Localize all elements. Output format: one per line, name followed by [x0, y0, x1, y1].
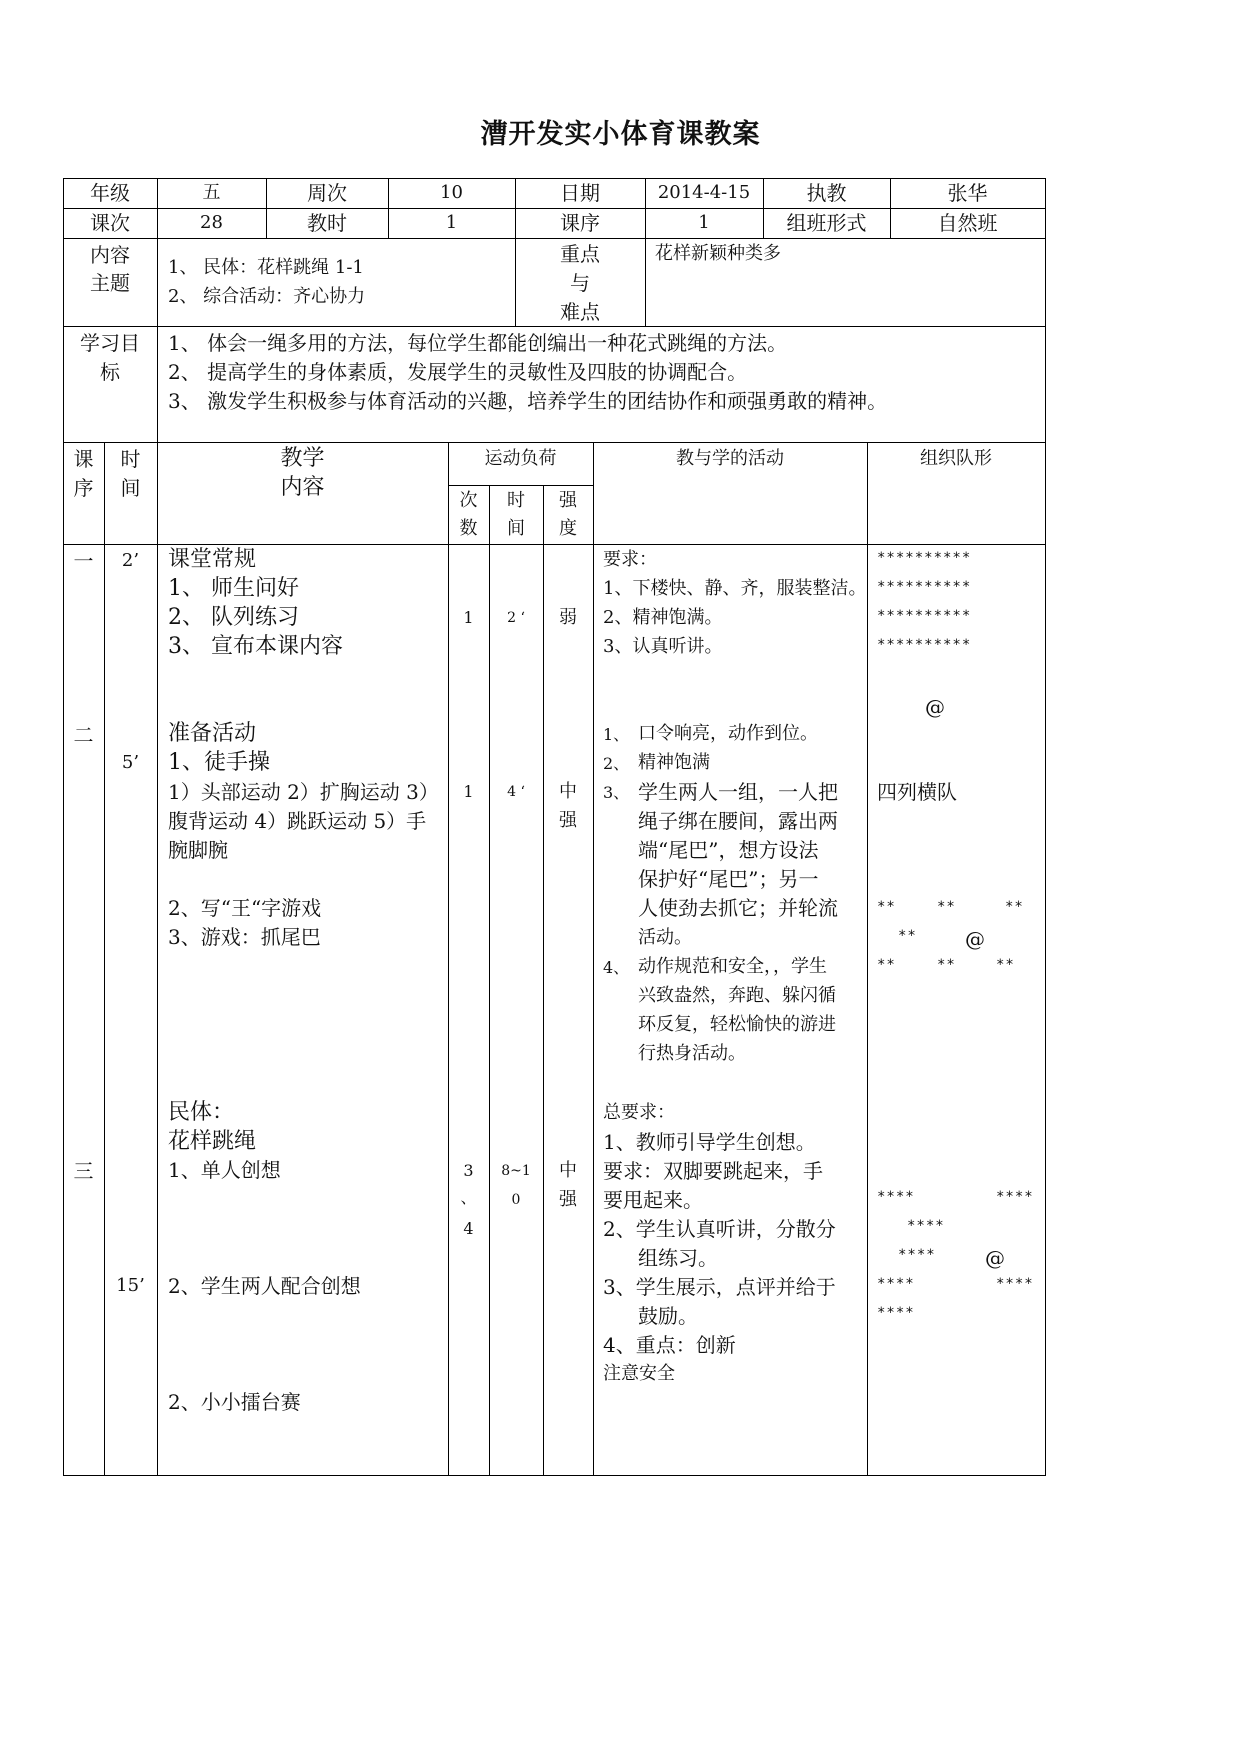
activity-line: 2、学生认真听讲，分散分 — [603, 1217, 836, 1241]
lesson-value: 28 — [200, 212, 223, 233]
period-value: 1 — [445, 212, 458, 233]
content-line: 腕脚腕 — [168, 838, 228, 862]
activity-line: 要求：双脚要跳起来，手 — [603, 1159, 823, 1183]
activity-line: 绳子绑在腰间，露出两 — [638, 809, 838, 833]
section-heading: 准备活动 — [168, 721, 257, 746]
content-line: 2、学生两人配合创想 — [168, 1274, 361, 1298]
key-label: 与 — [570, 271, 590, 295]
activity-number: 3、 — [603, 783, 630, 802]
grade-label: 年级 — [90, 181, 130, 205]
section-order: 二 — [73, 723, 94, 747]
key-label: 难点 — [560, 300, 600, 324]
load-count: 1 — [463, 782, 474, 801]
teacher-position-icon: @ — [925, 695, 945, 719]
activity-line: 兴致盎然，奔跑、躲闪循 — [638, 985, 836, 1006]
order-value: 1 — [698, 212, 710, 233]
formation-mark: **** — [996, 1189, 1034, 1205]
col-content: 教学 — [280, 446, 325, 471]
teacher-value: 张华 — [947, 181, 988, 205]
load-count: 3 — [463, 1161, 474, 1180]
activity-line: 环反复，轻松愉快的游进 — [638, 1014, 836, 1035]
section-order: 一 — [73, 549, 94, 573]
key-label: 重点 — [560, 242, 600, 266]
activity-line: 1、教师引导学生创想。 — [603, 1130, 816, 1154]
goals-label: 学习目 — [80, 331, 140, 355]
load-duration: 2 ‘ — [507, 610, 525, 626]
formation-mark: **** — [877, 1305, 915, 1321]
content-line: 1、 师生问好 — [168, 576, 299, 601]
load-intensity: 中 — [559, 781, 577, 802]
goal-item: 1、 体会一绳多用的方法，每位学生都能创编出一种花式跳绳的方法。 — [168, 331, 788, 355]
activity-line: 3、认真听讲。 — [603, 636, 723, 657]
activity-line: 端“尾巴”，想方设法 — [638, 838, 819, 862]
col-count: 次 — [459, 490, 478, 511]
key-value: 花样新颖种类多 — [655, 243, 781, 264]
col-duration: 间 — [507, 518, 525, 539]
content-line: 花样跳绳 — [168, 1129, 257, 1154]
col-duration: 时 — [507, 490, 525, 511]
content-line: 2、写“王“字游戏 — [168, 896, 322, 920]
activity-number: 1、 — [603, 725, 630, 744]
teacher-position-icon: @ — [965, 927, 985, 951]
order-label: 课序 — [560, 211, 600, 235]
date-label: 日期 — [560, 181, 600, 205]
activity-line: 鼓励。 — [638, 1304, 698, 1328]
activity-line: 动作规范和安全，，学生 — [638, 956, 827, 977]
page-title: 漕开发实小体育课教案 — [480, 119, 761, 150]
activity-line: 注意安全 — [603, 1363, 675, 1384]
class-form-value: 自然班 — [937, 211, 998, 235]
formation-row: ********** — [877, 637, 972, 653]
formation-mark: **** — [907, 1218, 945, 1234]
section-heading: 课堂常规 — [168, 547, 257, 572]
formation-mark: ** — [937, 957, 956, 973]
teacher-position-icon: @ — [985, 1246, 1005, 1270]
activity-line: 2、精神饱满。 — [603, 607, 723, 628]
section-time: 5’ — [121, 752, 140, 773]
activity-number: 2、 — [603, 754, 630, 773]
section-time: 2’ — [121, 550, 140, 571]
content-item: 1、 民体：花样跳绳 1-1 — [168, 257, 364, 278]
content-item: 2、 综合活动：齐心协力 — [168, 286, 366, 307]
load-duration: 8~1 — [501, 1163, 531, 1179]
activity-line: 行热身活动。 — [638, 1043, 746, 1064]
col-time: 时 — [120, 447, 141, 471]
activity-line: 总要求： — [603, 1102, 675, 1123]
content-line: 1、单人创想 — [168, 1158, 281, 1182]
lesson-label: 课次 — [90, 211, 130, 235]
activity-line: 精神饱满 — [638, 752, 710, 773]
activity-line: 人使劲去抓它；并轮流 — [638, 896, 838, 920]
col-load: 运动负荷 — [484, 448, 557, 469]
load-count: 4 — [463, 1219, 474, 1238]
content-line: 3、 宣布本课内容 — [168, 634, 343, 659]
activity-line: 要求： — [603, 549, 657, 570]
formation-row: ********** — [877, 579, 972, 595]
section-order: 三 — [73, 1159, 94, 1183]
load-intensity: 强 — [559, 1189, 577, 1210]
formation-row: ********** — [877, 550, 972, 566]
load-intensity: 强 — [559, 810, 577, 831]
formation-mark: **** — [877, 1189, 915, 1205]
col-intensity: 度 — [559, 518, 577, 539]
formation-mark: ** — [937, 899, 956, 915]
formation-mark: ** — [996, 957, 1015, 973]
grade-value: 五 — [202, 182, 221, 203]
formation-mark: **** — [877, 1276, 915, 1292]
load-count: 、 — [460, 1188, 477, 1207]
activity-line: 保护好“尾巴”；另一 — [638, 867, 819, 891]
col-count: 数 — [459, 518, 478, 539]
formation-mark: ** — [1005, 899, 1024, 915]
content-line: 2、小小擂台赛 — [168, 1390, 301, 1414]
activity-line: 活动。 — [638, 927, 692, 948]
formation-mark: **** — [898, 1247, 936, 1263]
content-line: 腹背运动 4）跳跃运动 5）手 — [168, 809, 427, 833]
formation-mark: ** — [877, 957, 896, 973]
formation-mark: ** — [898, 928, 917, 944]
goal-item: 2、 提高学生的身体素质，发展学生的灵敏性及四肢的协调配合。 — [168, 360, 748, 384]
content-line: 3、游戏：抓尾巴 — [168, 925, 321, 949]
section-heading: 民体： — [168, 1100, 235, 1125]
col-order: 序 — [73, 476, 94, 500]
col-order: 课 — [73, 447, 94, 471]
col-content: 内容 — [280, 475, 325, 500]
activity-line: 1、下楼快、静、齐，服装整洁。 — [603, 578, 867, 599]
week-value: 10 — [440, 182, 463, 203]
activity-line: 4、重点：创新 — [603, 1333, 736, 1357]
period-label: 教时 — [307, 211, 347, 235]
content-line: 2、 队列练习 — [168, 605, 299, 630]
formation-row: ********** — [877, 608, 972, 624]
goal-item: 3、 激发学生积极参与体育活动的兴趣，培养学生的团结协作和顽强勇敢的精神。 — [168, 389, 888, 413]
col-formation: 组织队形 — [920, 448, 992, 469]
goals-label: 标 — [100, 360, 120, 384]
load-duration: 4 ‘ — [507, 784, 525, 800]
load-duration: 0 — [511, 1192, 521, 1208]
activity-line: 3、学生展示，点评并给于 — [603, 1275, 836, 1299]
teacher-label: 执教 — [806, 181, 847, 205]
activity-line: 口令响亮，动作到位。 — [638, 723, 818, 744]
load-intensity: 中 — [559, 1160, 577, 1181]
content-line: 1）头部运动 2）扩胸运动 3） — [168, 780, 439, 804]
load-count: 1 — [463, 608, 474, 627]
load-intensity: 弱 — [559, 607, 577, 628]
formation-mark: ** — [877, 899, 896, 915]
date-value: 2014-4-15 — [657, 182, 751, 203]
activity-line: 要甩起来。 — [603, 1188, 703, 1212]
activity-line: 学生两人一组，一人把 — [638, 780, 838, 804]
formation-mark: **** — [996, 1276, 1034, 1292]
activity-line: 组练习。 — [638, 1246, 718, 1270]
class-form-label: 组班形式 — [786, 211, 867, 235]
content-line: 1、徒手操 — [168, 750, 270, 775]
content-label: 内容 — [90, 243, 130, 267]
formation-label: 四列横队 — [877, 780, 957, 804]
week-label: 周次 — [307, 181, 347, 205]
col-time: 间 — [120, 476, 141, 500]
col-activities: 教与学的活动 — [676, 448, 784, 469]
section-time: 15’ — [116, 1275, 145, 1296]
activity-number: 4、 — [603, 958, 630, 977]
content-label: 主题 — [90, 271, 130, 295]
col-intensity: 强 — [559, 490, 577, 511]
